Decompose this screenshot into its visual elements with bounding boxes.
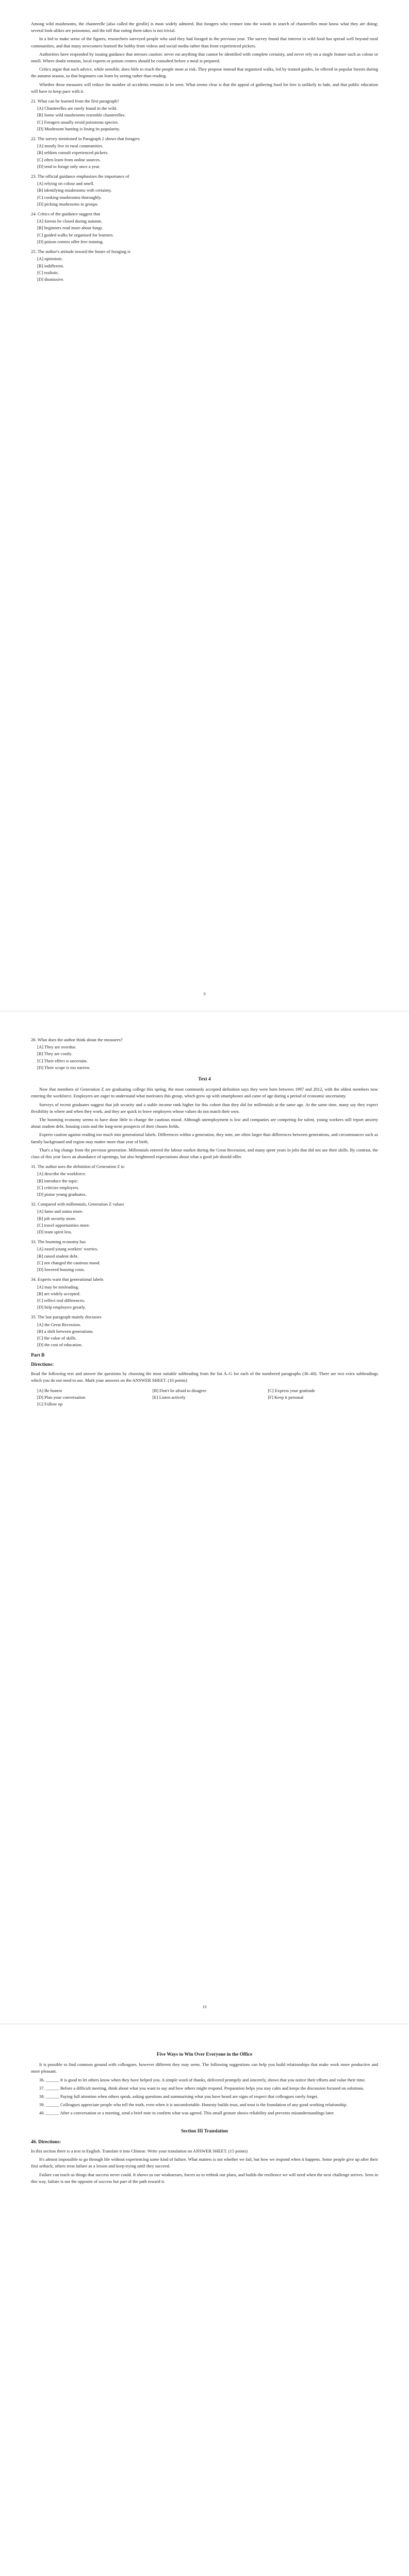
option: [C] realistic.	[37, 269, 59, 275]
question: 23. The official guidance emphasizes the importance of	[31, 174, 129, 179]
passage-paragraph: In a bid to make sense of the figures, researchers surveyed people who said they had foraged in the previous year. The survey found that interest in wild food has spread well beyond rural communities, and that many newcomers learned the hobby from videos and social media rather than from experienced pickers.	[31, 36, 378, 48]
subheading-option: [G] Follow up	[37, 1401, 63, 1407]
option: [A] They are overdue.	[37, 1044, 77, 1050]
question: 26. What does the author think about the measures?	[31, 1037, 123, 1042]
option: [A] optimistic.	[37, 256, 63, 262]
subheading-option: [A] Be honest	[37, 1388, 62, 1394]
passage-paragraph: Critics argue that such advice, while sensible, does little to reach the people most at risk. They propose instead that organised walks, led by trained guides, be offered in popular forests during the autumn season, so that beginners can learn by seeing rather than reading.	[31, 66, 378, 79]
option: [D] praise young graduates.	[37, 1192, 87, 1197]
option: [D] team spirit less.	[37, 1229, 72, 1235]
passage-paragraph: That's a big change from the previous generation. Millennials entered the labour market during the Great Recession, and many spent years in jobs that did not use their skills. By contrast, the class of this year faces an abundance of openings, but also heightened expectations about what a good job should offer.	[31, 1147, 378, 1160]
option: [D] picking mushrooms in groups.	[37, 201, 99, 207]
subheading-option: [D] Plan your conversation	[37, 1395, 86, 1400]
exam-page-2	[0, 1013, 409, 2023]
option: [A] the Great Recession.	[37, 1321, 81, 1327]
page-number: 10	[202, 2005, 207, 2009]
passage-paragraph: Now that members of Generation Z are graduating college this spring, the most commonly accepted definition says they were born between 1997 and 2012, with the oldest members now entering the workforce. Employers are eager to understand what motivates this group, which grew up with smartphones and came of age during a period of economic uncertainty.	[31, 1087, 378, 1099]
option: [B] seldom consult experienced pickers.	[37, 150, 109, 156]
option: [B] job security more.	[37, 1215, 76, 1221]
option: [C] Foragers usually avoid poisonous species.	[37, 119, 119, 125]
passage-paragraph: 38. ______ Paying full attention when others speak, asking questions and summarising what you have heard are signs of respect that colleagues rarely forget.	[39, 2094, 319, 2099]
translation-paragraph: Failure can teach us things that success never could. It shows us our weaknesses, forces us to rethink our plans, and builds the resilience we will need when the next challenge arrives. Seen in this way, failure is not the opposite of success but part of the path toward it.	[31, 2172, 378, 2184]
option: [D] lowered housing costs.	[37, 1267, 85, 1273]
option: [B] a shift between generations.	[37, 1328, 94, 1334]
question: 35. The last paragraph mainly discusses	[31, 1314, 102, 1320]
option: [C] guided walks be organised for learners.	[37, 232, 114, 238]
passage-paragraph: 40. ______ After a conversation or a meeting, send a brief note to confirm what was agreed. This small gesture shows reliability and prevents misunderstandings later.	[39, 2110, 335, 2116]
reading-passage	[31, 1033, 378, 1410]
directions-label: Directions:	[31, 1362, 54, 1367]
passage-title: Five Ways to Win Over Everyone in the Office	[156, 2052, 253, 2057]
reading-passage	[31, 2046, 378, 2187]
question: 32. Compared with millennials, Generation Z values	[31, 1201, 124, 1207]
question: 33. The booming economy has	[31, 1239, 86, 1245]
option: [B] beginners read more about fungi.	[37, 225, 103, 231]
option: [D] help employers greatly.	[37, 1304, 86, 1310]
subheading-option: [F] Keep it personal	[268, 1395, 304, 1400]
option: [B] Some wild mushrooms resemble chanterelles.	[37, 112, 126, 118]
option: [B] They are costly.	[37, 1051, 73, 1057]
question: 31. The author uses the definition of Generation Z to	[31, 1164, 125, 1170]
option: [A] Chanterelles are rarely found in the wild.	[37, 106, 118, 111]
option: [D] dismissive.	[37, 276, 64, 282]
option: [C] cooking mushrooms thoroughly.	[37, 194, 102, 200]
option: [B] are widely accepted.	[37, 1291, 80, 1296]
translation-paragraph: It's almost impossible to go through life without experiencing some kind of failure. What matters is not whether we fail, but how we respond when it happens. Some people give up after their first setback; others treat failure as a lesson and keep trying until they succeed.	[31, 2157, 378, 2169]
subheading-bank	[31, 1385, 378, 1410]
option: [C] Their effect is uncertain.	[37, 1058, 88, 1063]
question: 34. Experts warn that generational labels	[31, 1277, 104, 1282]
option: [C] travel opportunities more.	[37, 1222, 90, 1228]
option: [C] the value of skills.	[37, 1335, 77, 1341]
option: [C] often learn from online sources.	[37, 157, 101, 162]
question-directions-label: 46. Directions:	[31, 2139, 61, 2145]
question: 22. The survey mentioned in Paragraph 2 shows that foragers	[31, 136, 140, 142]
directions-text: In this section there is a text in English. Translate it into Chinese. Write your translation on ANSWER SHEET. (15 points)	[31, 2148, 248, 2154]
option: [C] criticize employers.	[37, 1184, 79, 1190]
option: [C] not changed the cautious mood.	[37, 1260, 101, 1265]
option: [B] indifferent.	[37, 263, 64, 268]
option: [A] describe the workforce.	[37, 1171, 86, 1177]
reading-passage	[31, 21, 378, 283]
subheading-option: [E] Listen actively	[152, 1395, 186, 1400]
question: 21. What can be learned from the first paragraph?	[31, 98, 119, 104]
subheading-option: [C] Express your gratitude	[268, 1388, 315, 1394]
passage-paragraph: Experts caution against reading too much into generational labels. Differences within a generation, they note, are often larger than differences between generations, and circumstances such as family background and region may matter more than year of birth.	[31, 1132, 378, 1144]
passage-paragraph: 36. ______ It is good to let others know when they have helped you. A simple word of thanks, delivered promptly and sincerely, shows that you notice their efforts and value their time.	[39, 2077, 366, 2082]
option: [C] reflect real differences.	[37, 1297, 85, 1303]
option: [D] poison centres offer free training.	[37, 239, 104, 244]
passage-paragraph: Authorities have responded by issuing guidance that stresses caution: never eat anything that cannot be identified with complete certainty, and never rely on a single feature such as colour or smell. Where doubt remains, local experts or poison centres should be consulted before a meal is prepared.	[31, 51, 378, 64]
option: [D] the cost of education.	[37, 1342, 83, 1348]
page-number: 9	[203, 992, 206, 996]
option: [A] mostly live in rural communities.	[37, 143, 104, 149]
text-heading: Text 4	[198, 1077, 211, 1082]
passage-intro: Among wild mushrooms, the chanterelle (also called the girolle) is most widely admired. But foragers who venture into the woods in search of chanterelles must know what they are doing: several look-alikes are poisonous, and the toll that eating them takes is not trivial.	[31, 21, 378, 33]
option: [A] relying on colour and smell.	[37, 181, 94, 187]
exam-page-3	[0, 2026, 409, 2576]
part-heading: Part B	[31, 1353, 45, 1359]
passage-paragraph: Surveys of recent graduates suggest that job security and a stable income rank higher for this cohort than they did for millennials at the same age. At the same time, many say they expect flexibility in where and when they work, and they are quick to leave employers whose values do not match their own.	[31, 1101, 378, 1114]
passage-paragraph: 39. ______ Colleagues appreciate people who tell the truth, even when it is uncomfortable. Honesty builds trust, and trust is the foundation of any good working relationship.	[39, 2102, 348, 2108]
option: [A] forests be closed during autumn.	[37, 218, 103, 224]
passage-paragraph: Whether these measures will reduce the number of accidents remains to be seen. What seems clear is that the appeal of gathering food for free is unlikely to fade, and that public education will have to keep pace with it.	[31, 81, 378, 94]
directions-text: Read the following text and answer the questions by choosing the most suitable subheading from the list A–G for each of the numbered paragraphs (36–40). There are two extra subheadings which you do not need to use. Mark your answers on the ANSWER SHEET. (10 points)	[31, 1370, 378, 1383]
passage-paragraph: 37. ______ Before a difficult meeting, think about what you want to say and how others might respond. Preparation helps you stay calm and keeps the discussion focused on solutions.	[39, 2085, 365, 2091]
option: [A] eased young workers' worries.	[37, 1246, 99, 1252]
exam-page-1	[0, 0, 409, 1010]
passage-paragraph: The booming economy seems to have done little to change the cautious mood. Although unemployment is low and companies are competing for talent, young workers still report anxiety about student debt, housing costs and the long-term prospects of their chosen fields.	[31, 1117, 378, 1129]
question: 24. Critics of the guidance suggest that	[31, 211, 100, 217]
subheading-option: [B] Don't be afraid to disagree	[152, 1388, 207, 1394]
option: [B] raised student debt.	[37, 1253, 79, 1259]
option: [A] may be misleading.	[37, 1284, 79, 1290]
option: [D] Their scope is too narrow.	[37, 1064, 91, 1070]
question: 25. The author's attitude toward the future of foraging is	[31, 249, 130, 255]
option: [D] Mushroom hunting is losing its popularity.	[37, 126, 120, 131]
section-heading: Section III Translation	[181, 2128, 228, 2134]
option: [B] identifying mushrooms with certainty.	[37, 188, 112, 193]
passage-paragraph: It is possible to find common ground with colleagues, however different they may seem. The following suggestions can help you build relationships that make work more productive and more pleasant.	[31, 2062, 378, 2074]
option: [A] fame and status more.	[37, 1209, 84, 1214]
option: [B] introduce the topic.	[37, 1178, 79, 1183]
option: [D] tend to forage only once a year.	[37, 163, 101, 169]
